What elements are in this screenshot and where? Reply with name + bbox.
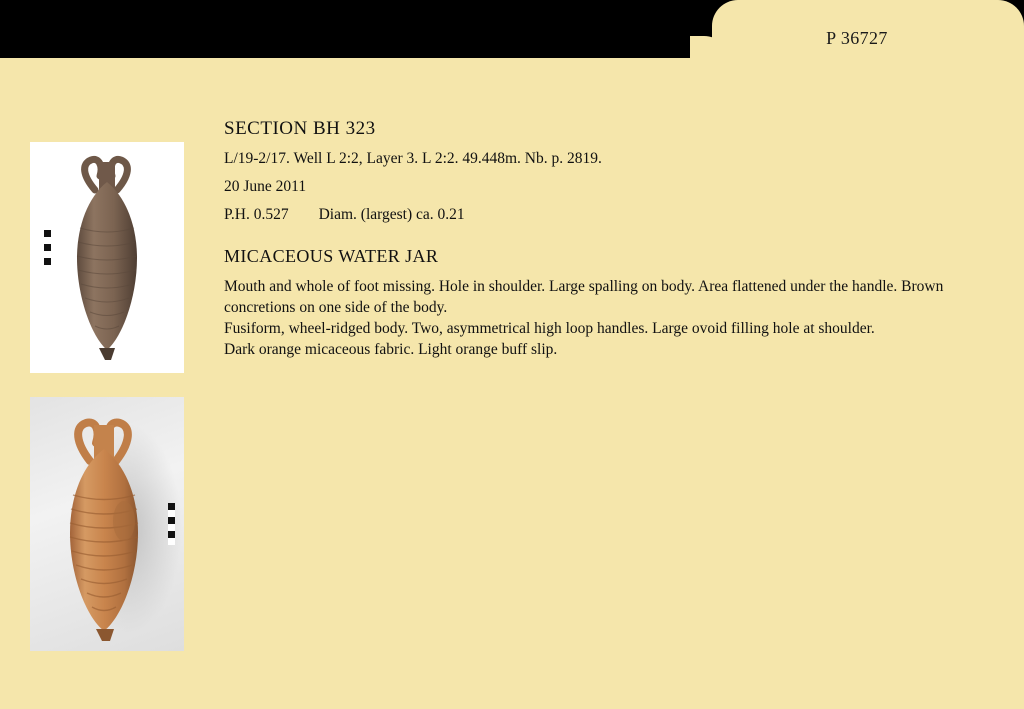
jar-illustration-bottom — [32, 409, 182, 644]
folder-tab — [712, 0, 1024, 62]
object-title: MICACEOUS WATER JAR — [224, 246, 439, 266]
jar-photo-top — [30, 142, 184, 373]
folder-tab-label: P 36727 — [826, 28, 888, 48]
scale-bar-top — [44, 230, 51, 272]
scale-bar-bottom — [168, 503, 175, 545]
preserved-height: P.H. 0.527 — [224, 206, 289, 223]
provenance-line: L/19-2/17. Well L 2:2, Layer 3. L 2:2. 49.448m. Nb. p. 2819. — [224, 150, 602, 167]
measurements-line — [224, 206, 984, 224]
description-condition: Mouth and whole of foot missing. Hole in shoulder. Large spalling on body. Area flattened under the handle. Brown concretions on one side of the body. — [224, 278, 944, 316]
date-line: 20 June 2011 — [224, 178, 307, 195]
record-text-column — [224, 118, 984, 361]
largest-diameter: Diam. (largest) ca. 0.21 — [318, 206, 465, 223]
jar-illustration-top — [47, 150, 167, 365]
jar-photo-bottom — [30, 397, 184, 651]
section-heading: SECTION BH 323 — [224, 118, 376, 139]
description-fabric: Dark orange micaceous fabric. Light orange buff slip. — [224, 340, 558, 358]
description-form: Fusiform, wheel-ridged body. Two, asymmetrical high loop handles. Large ovoid filling hole at shoulder. — [224, 319, 875, 337]
